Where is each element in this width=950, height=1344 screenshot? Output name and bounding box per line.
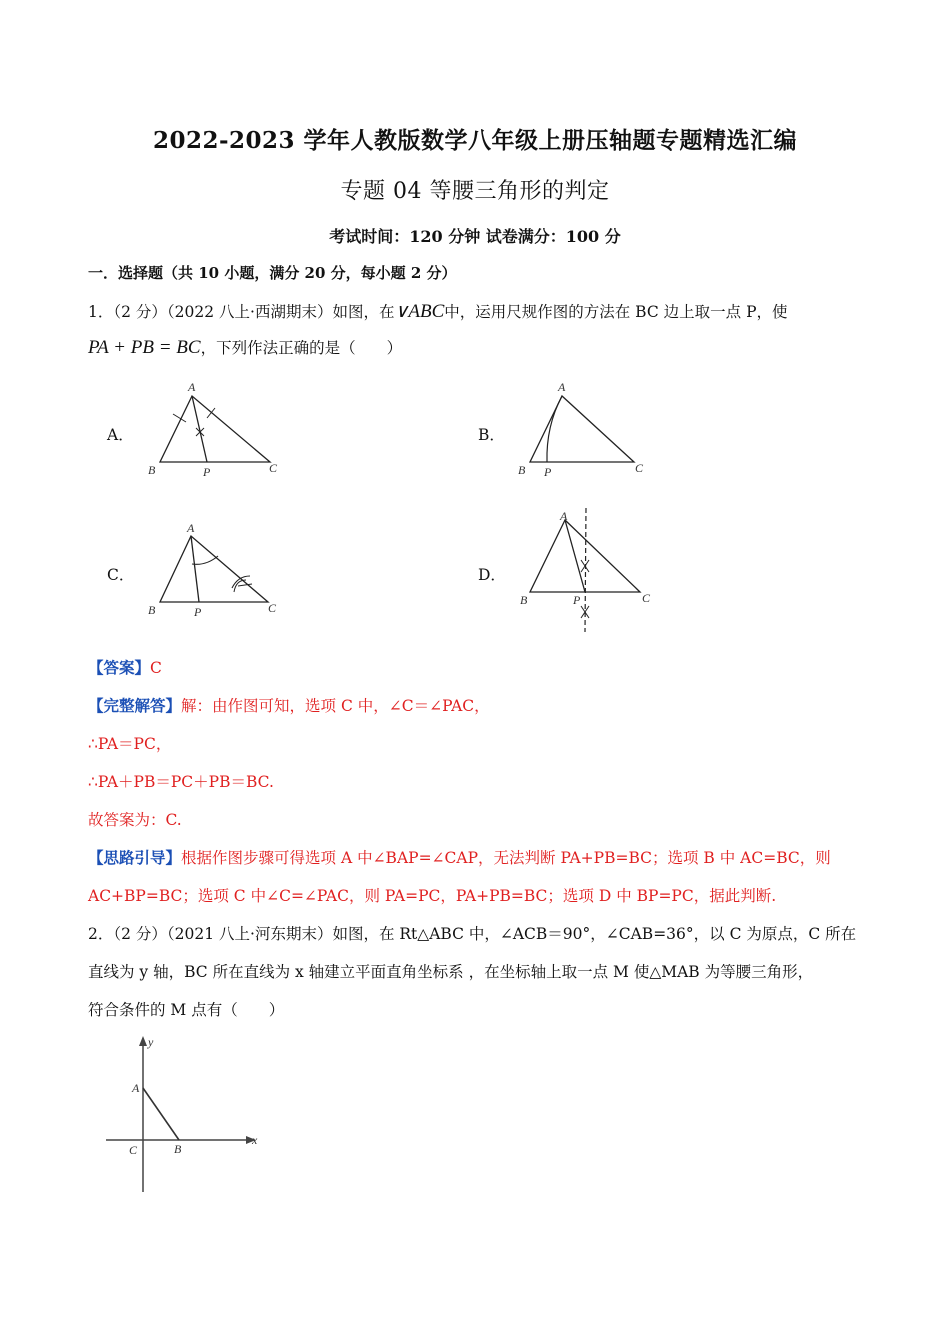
y-axis-arrow-icon [139,1036,147,1046]
q1-stem-line1 [88,300,788,323]
exam-info: 考试时间：120 分钟 试卷满分：100 分 [329,227,621,246]
q1-hint-line2: AC+BP=BC；选项 C 中∠C=∠PAC，则 PA=PC，PA+PB=BC；选项 D 中 BP=PC，据此判断. [88,887,777,905]
q2-stem-line3: 符合条件的 M 点有（ ） [88,1001,285,1019]
q1-solution-line1 [88,694,490,716]
fig-c-label-p: P [194,605,202,619]
q2-label-x: x [252,1133,258,1147]
q1-stem-line2 [88,336,402,359]
fig-a-label-p: P [203,465,211,479]
fig-b-label-a: A [558,380,566,394]
option-b-label: B． [478,426,505,444]
document-title: 2022-2023 学年人教版数学八年级上册压轴题专题精选汇编 [152,127,798,154]
q1-equation: PA + PB = BC [88,337,201,358]
option-c-figure [140,518,290,620]
section-heading: 一．选择题（共 10 小题，满分 20 分，每小题 2 分） [88,264,457,282]
fig-c-label-a: A [187,521,195,535]
fig-a-label-a: A [188,380,196,394]
option-c-label: C． [107,566,135,584]
fig-b-label-c: C [635,461,644,475]
q1-hint-line1 [88,846,831,868]
q2-stem-line2: 直线为 y 轴，BC 所在直线为 x 轴建立平面直角坐标系 ，在坐标轴上取一点 M 使△MAB 为等腰三角形， [88,963,814,981]
answer-tag: 【答案】 [88,658,151,677]
answer-value: C [150,659,162,677]
q2-label-y: y [148,1035,154,1049]
q2-coordinate-figure [98,1032,268,1197]
q2-label-b: B [174,1142,182,1156]
solution-tag: 【完整解答】 [88,696,182,715]
option-d-label: D． [478,566,506,584]
hint-tag: 【思路引导】 [88,848,182,867]
fig-b-label-p: P [544,465,552,479]
solution-text-1: 解：由作图可知，选项 C 中，∠C＝∠PAC， [181,697,490,715]
q1-solution-line4: 故答案为：C. [88,811,182,829]
fig-b-label-b: B [518,463,526,477]
q1-solution-line3: ∴PA＋PB＝PC＋PB＝BC. [88,773,274,791]
fig-a-label-c: C [269,461,278,475]
option-a-figure [140,378,290,480]
document-subtitle: 专题 04 等腰三角形的判定 [340,179,610,204]
fig-d-label-a: A [560,509,568,523]
q1-answer [88,656,162,678]
q1-stem-suffix: 中，运用尺规作图的方法在 BC 边上取一点 P，使 [444,303,788,321]
option-b-figure [510,378,660,480]
fig-d-label-c: C [642,591,651,605]
q1-triangle-symbol: ∨ABC [394,301,445,322]
q2-label-a: A [132,1081,140,1095]
option-d-figure [510,506,670,636]
fig-c-label-c: C [268,601,277,615]
fig-d-label-p: P [573,593,581,607]
q1-stem-prefix: 1．（2 分）（2022 八上·西湖期末）如图，在 [88,303,395,321]
option-a-label: A． [107,426,134,444]
q2-label-c: C [129,1143,138,1157]
fig-a-label-b: B [148,463,156,477]
q1-stem-line2-suffix: ，下列作法正确的是（ ） [200,339,403,357]
q1-solution-line2: ∴PA＝PC， [88,735,172,753]
hint-text-1: 根据作图步骤可得选项 A 中∠BAP=∠CAP，无法判断 PA+PB=BC；选项 B 中 AC=BC，则 [181,849,831,867]
q2-stem-line1: 2．（2 分）（2021 八上·河东期末）如图，在 Rt△ABC 中，∠ACB＝90°，∠CAB=36°，以 C 为原点，C 所在 [88,925,857,943]
fig-d-label-b: B [520,593,528,607]
fig-c-label-b: B [148,603,156,617]
